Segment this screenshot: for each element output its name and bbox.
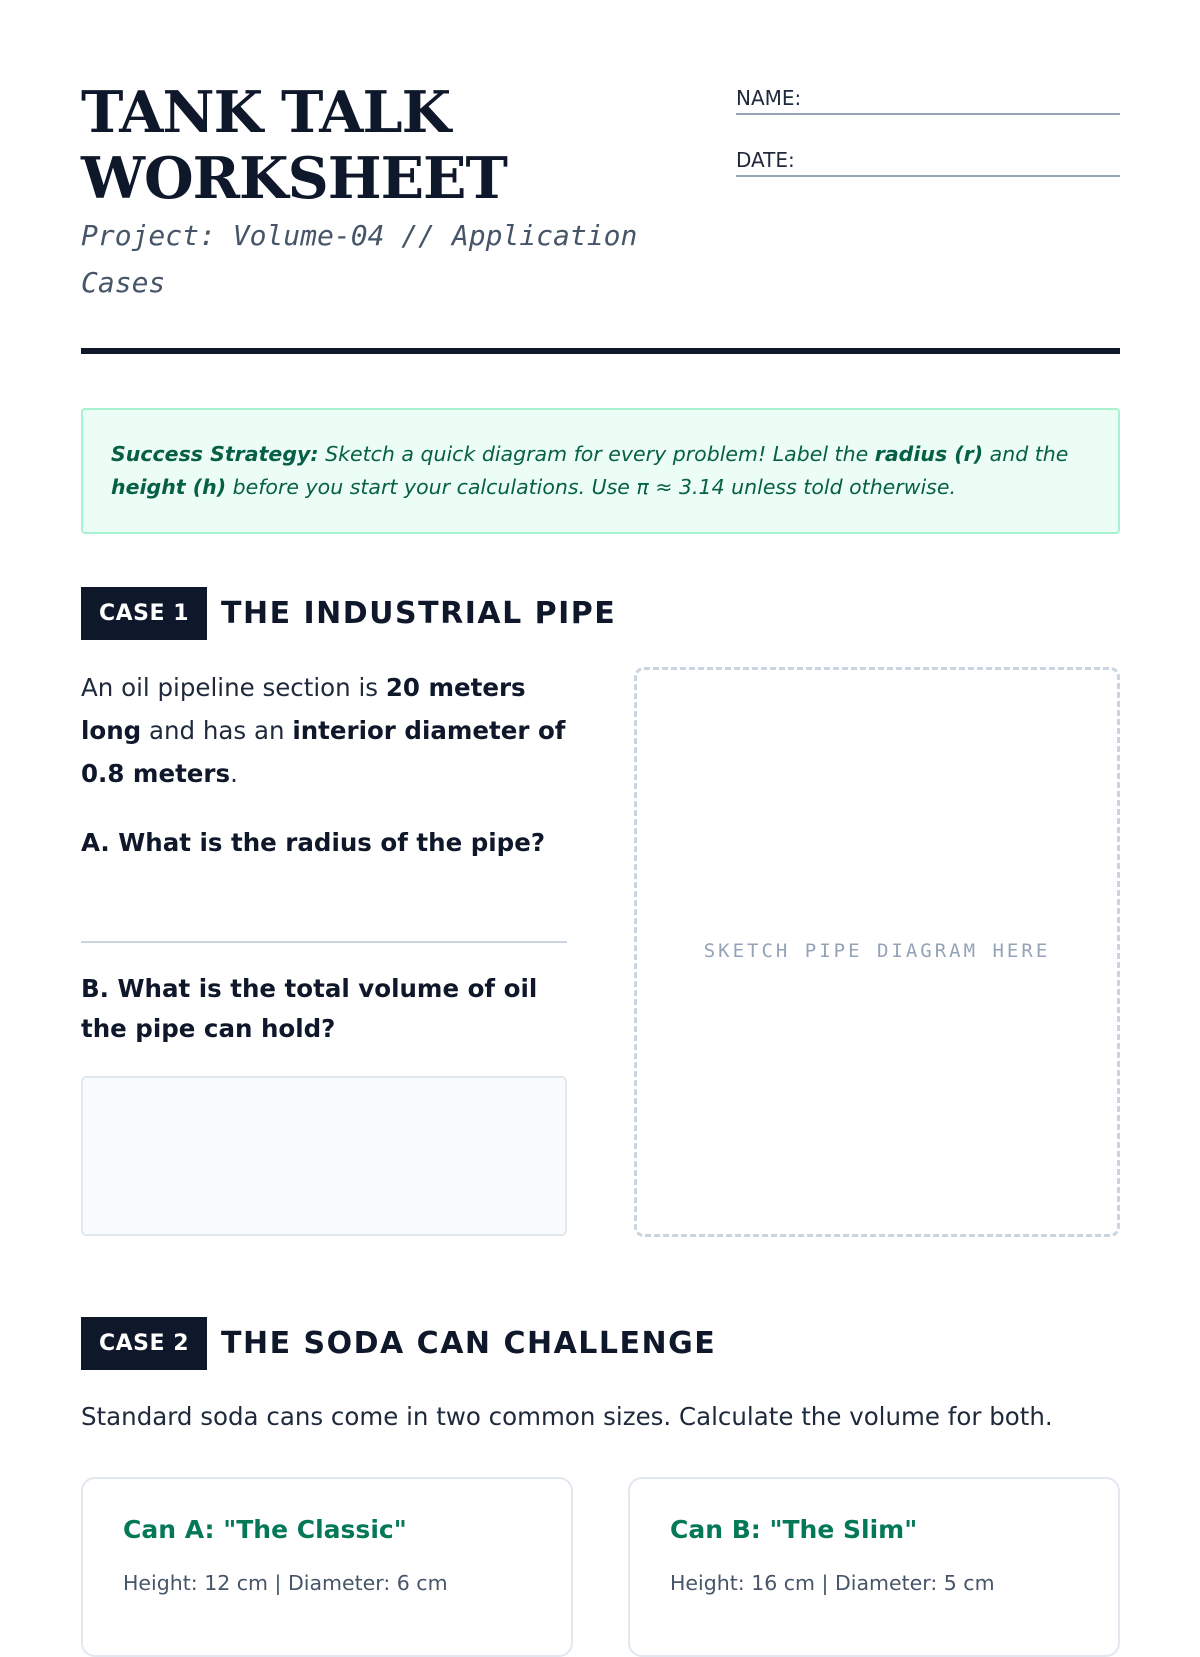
can-a-card <box>81 1477 573 1657</box>
name-field[interactable] <box>736 81 1120 115</box>
title-line-1: TANK TALK <box>81 79 451 146</box>
project-subtitle: Project: Volume-04 // Application Cases <box>81 219 638 299</box>
case-1-problem <box>81 666 571 795</box>
case-2-title: THE SODA CAN CHALLENGE <box>221 1326 717 1361</box>
strategy-radius: radius (r) <box>874 442 984 466</box>
strategy-height: height (h) <box>111 475 227 499</box>
can-a-title: Can A: "The Classic" <box>123 1515 407 1544</box>
can-b-title: Can B: "The Slim" <box>670 1515 918 1544</box>
problem-text-3: . <box>230 759 238 788</box>
case-2-badge: CASE 2 <box>81 1317 207 1370</box>
strategy-text-2: and the <box>983 442 1069 466</box>
name-label: NAME: <box>736 86 802 110</box>
answer-b-box[interactable] <box>81 1076 567 1236</box>
worksheet-page <box>81 0 1120 1600</box>
question-b: B. What is the total volume of oil the pipe can hold? <box>81 974 538 1043</box>
worksheet-title <box>81 80 721 212</box>
success-strategy-callout <box>81 408 1120 534</box>
header-divider <box>81 348 1120 354</box>
answer-a-line[interactable] <box>81 941 567 943</box>
strategy-text-3: before you start your calculations. Use π ≈ 3.14 unless told otherwise. <box>226 475 956 499</box>
can-a-specs: Height: 12 cm | Diameter: 6 cm <box>123 1571 448 1595</box>
problem-text-1: An oil pipeline section is <box>81 673 386 702</box>
case-1-title: THE INDUSTRIAL PIPE <box>221 596 617 631</box>
case-1-badge: CASE 1 <box>81 587 207 640</box>
strategy-lead: Success Strategy: <box>111 442 319 466</box>
pipe-sketch-area[interactable] <box>634 667 1120 1237</box>
problem-text-2: and has an <box>141 716 293 745</box>
strategy-text-1: Sketch a quick diagram for every problem! Label the <box>318 442 875 466</box>
question-a: A. What is the radius of the pipe? <box>81 828 546 857</box>
sketch-label: SKETCH PIPE DIAGRAM HERE <box>703 940 1051 962</box>
can-b-card <box>628 1477 1120 1657</box>
can-b-specs: Height: 16 cm | Diameter: 5 cm <box>670 1571 995 1595</box>
title-line-2: WORKSHEET <box>81 145 507 212</box>
case-2-intro: Standard soda cans come in two common sizes. Calculate the volume for both. <box>81 1402 1053 1431</box>
problem-length: 20 meters long <box>81 673 526 745</box>
date-label: DATE: <box>736 148 795 172</box>
date-field[interactable] <box>736 143 1120 177</box>
problem-diameter: interior diameter of 0.8 meters <box>81 716 566 788</box>
